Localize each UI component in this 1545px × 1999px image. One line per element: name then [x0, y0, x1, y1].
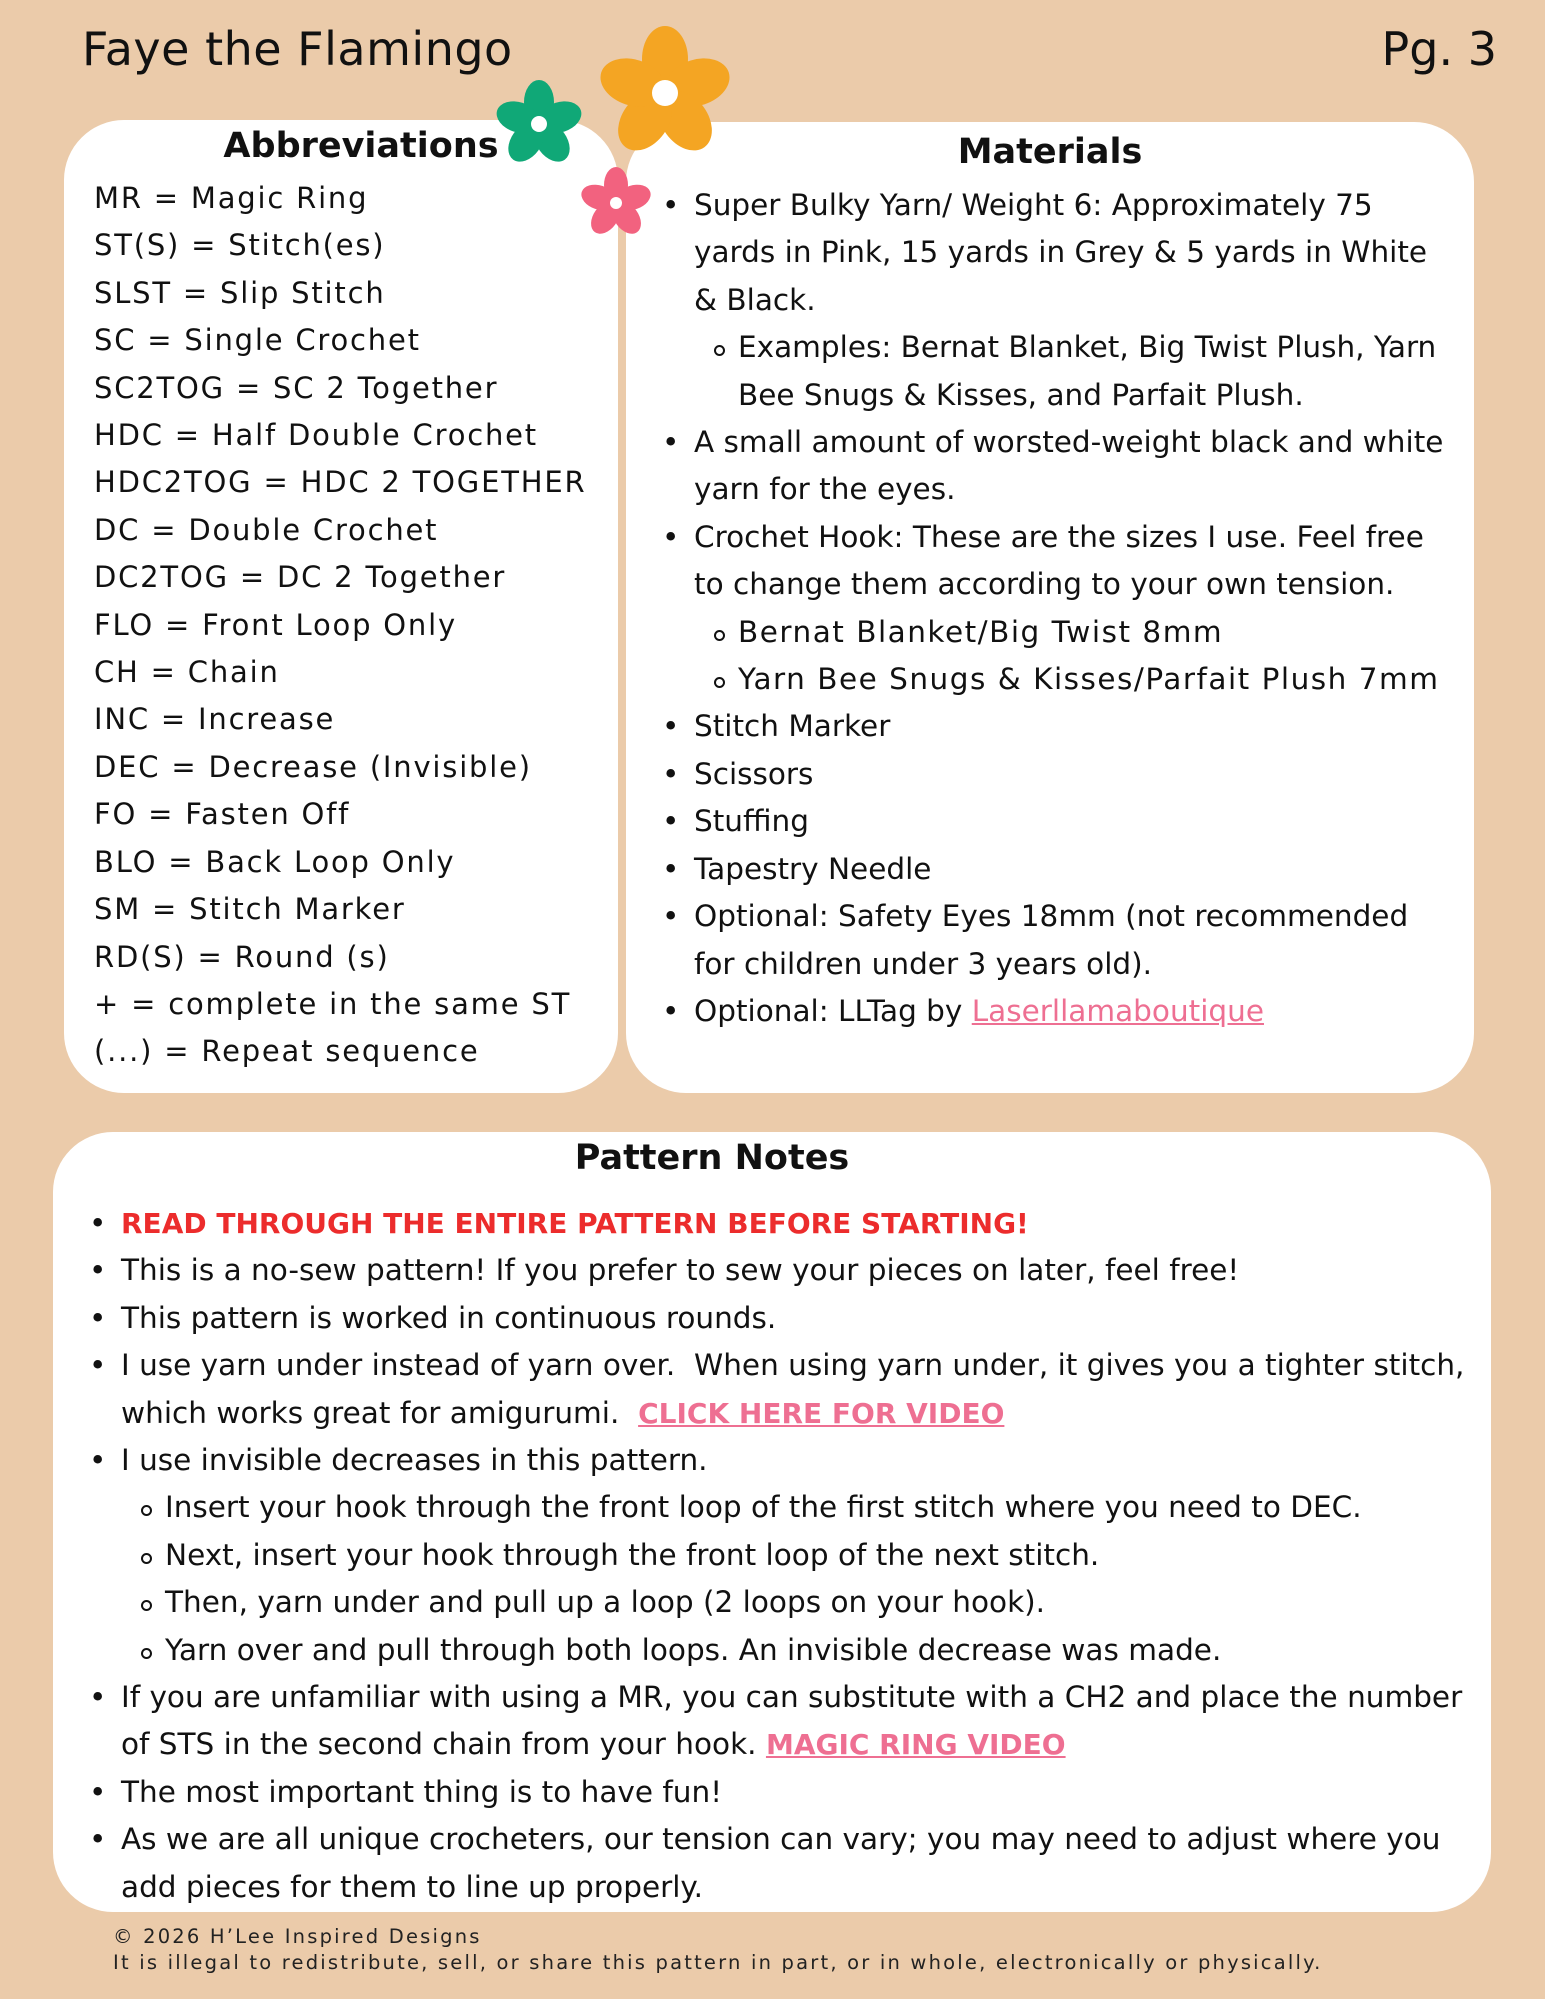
abbreviation-item: (...) = Repeat sequence — [94, 1034, 480, 1069]
dec-step: Then, yarn under and pull up a loop (2 loops on your hook). — [135, 1579, 1478, 1626]
materials-heading: Materials — [957, 132, 1143, 172]
materials-item — [656, 988, 1456, 1035]
abbreviation-item: SM = Stitch Marker — [94, 892, 406, 927]
materials-item: • A small amount of worsted-weight black and white yarn for the eyes. — [656, 419, 1456, 514]
hook-size: Bernat Blanket/Big Twist 8mm — [708, 609, 1456, 656]
magic-ring-video-link[interactable]: MAGIC RING VIDEO — [765, 1728, 1066, 1762]
dec-step: Next, insert your hook through the front loop of the next stitch. — [135, 1532, 1478, 1579]
pattern-notes-heading: Pattern Notes — [574, 1138, 850, 1178]
note-item: • This pattern is worked in continuous rounds. — [83, 1295, 1478, 1342]
note-item — [83, 1342, 1478, 1437]
abbreviation-item: CH = Chain — [94, 655, 280, 690]
green-flower-icon — [493, 78, 585, 170]
tag-text: Optional: LLTag by — [694, 993, 972, 1028]
materials-item — [656, 182, 1456, 419]
materials-item: • Stitch Marker — [656, 703, 1456, 750]
materials-item: • Scissors — [656, 751, 1456, 798]
abbreviation-item: MR = Magic Ring — [94, 181, 369, 215]
abbreviation-item: FO = Fasten Off — [94, 797, 351, 832]
mr-text: If you are unfamiliar with using a MR, you can substitute with a CH2 and place the number of STS in the second chain from your hook. — [121, 1680, 1472, 1762]
invisible-dec-text: I use invisible decreases in this pattern. — [121, 1443, 708, 1478]
orange-flower-icon — [598, 26, 732, 160]
abbreviations-heading: Abbreviations — [223, 126, 499, 166]
materials-item: • Stuffing — [656, 798, 1456, 845]
note-item: • This is a no-sew pattern! If you prefer to sew your pieces on later, feel free! — [83, 1247, 1478, 1294]
abbreviation-item: + = complete in the same ST — [94, 986, 572, 1021]
abbreviation-item: SLST = Slip Stitch — [94, 275, 386, 310]
abbreviations-list — [94, 175, 586, 1076]
abbreviation-item: BLO = Back Loop Only — [94, 844, 456, 879]
page-title: Faye the Flamingo — [82, 22, 513, 76]
dec-step: Yarn over and pull through both loops. An invisible decrease was made. — [135, 1627, 1478, 1674]
materials-list — [656, 182, 1456, 1035]
pattern-notes-list — [83, 1200, 1478, 1911]
yarn-text: Super Bulky Yarn/ Weight 6: Approximately 75 yards in Pink, 15 yards in Grey & 5 yards in White & Black. — [694, 188, 1428, 317]
abbreviation-item: DEC = Decrease (Invisible) — [94, 749, 532, 784]
page-number: Pg. 3 — [1381, 22, 1497, 76]
laserllamaboutique-link[interactable]: Laserllamaboutique — [971, 993, 1264, 1028]
hook-size: Yarn Bee Snugs & Kisses/Parfait Plush 7mm — [708, 656, 1456, 703]
abbreviation-item: DC = Double Crochet — [94, 512, 439, 547]
yarn-under-text: I use yarn under instead of yarn over. When using yarn under, it gives you a tighter stitch, which works great for amigurumi. — [121, 1348, 1474, 1430]
abbreviation-item: ST(S) = Stitch(es) — [94, 228, 386, 263]
copyright-text: © 2026 H’Lee Inspired Designs — [113, 1925, 482, 1948]
abbreviation-item: SC = Single Crochet — [94, 323, 421, 358]
abbreviation-item: INC = Increase — [94, 702, 336, 737]
legal-text: It is illegal to redistribute, sell, or share this pattern in part, or in whole, electronically or physically. — [113, 1951, 1323, 1974]
footer — [113, 1924, 1322, 1976]
abbreviation-item: HDC2TOG = HDC 2 TOGETHER — [94, 465, 587, 500]
note-item: • The most important thing is to have fun! — [83, 1769, 1478, 1816]
yarn-examples: Examples: Bernat Blanket, Big Twist Plush, Yarn Bee Snugs & Kisses, and Parfait Plush. — [708, 324, 1456, 419]
abbreviation-item: DC2TOG = DC 2 Together — [94, 560, 507, 595]
note-item: • As we are all unique crocheters, our tension can vary; you may need to adjust where you add pieces for them to line up properly. — [83, 1816, 1478, 1911]
materials-item: • Optional: Safety Eyes 18mm (not recommended for children under 3 years old). — [656, 893, 1456, 988]
materials-card — [626, 122, 1474, 1093]
yarn-under-video-link[interactable]: CLICK HERE FOR VIDEO — [638, 1396, 1005, 1430]
abbreviation-item: SC2TOG = SC 2 Together — [94, 370, 499, 405]
abbreviation-item: RD(S) = Round (s) — [94, 939, 390, 974]
abbreviations-card — [64, 120, 618, 1093]
note-item — [83, 1437, 1478, 1674]
note-item — [83, 1674, 1478, 1769]
note-item — [83, 1200, 1478, 1247]
pink-flower-icon — [579, 166, 653, 240]
warning-text: READ THROUGH THE ENTIRE PATTERN BEFORE STARTING! — [121, 1207, 1029, 1240]
materials-item — [656, 514, 1456, 704]
pattern-notes-card — [53, 1132, 1491, 1912]
abbreviation-item: HDC = Half Double Crochet — [94, 418, 538, 453]
hook-text: Crochet Hook: These are the sizes I use. Feel free to change them according to your own tension. — [694, 519, 1424, 602]
abbreviation-item: FLO = Front Loop Only — [94, 607, 457, 642]
materials-item: • Tapestry Needle — [656, 846, 1456, 893]
dec-step: Insert your hook through the front loop of the first stitch where you need to DEC. — [135, 1484, 1478, 1531]
